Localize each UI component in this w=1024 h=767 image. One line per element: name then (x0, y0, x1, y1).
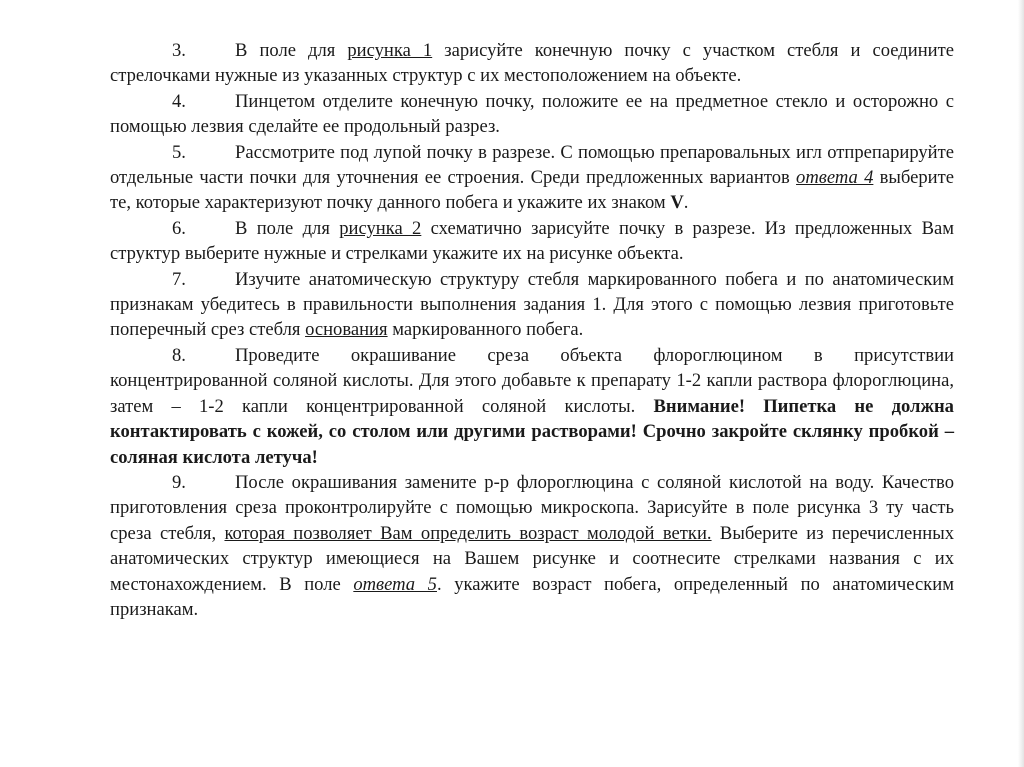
text: В поле для (235, 40, 348, 61)
warning-text: Внимание! Пипетка не должна контактировать с кожей, со столом или другими растворами! Срочно закройте склянку пробкой – соляная кислота летуча! (110, 395, 954, 468)
text: Рассмотрите под лупой почку в разрезе. С помощью препаровальных игл отпрепарируйте отдельные части почки для уточнения ее строения. Среди предложенных вариантов (110, 141, 954, 189)
base-emphasis: основания (305, 319, 388, 341)
paragraph-8 (110, 343, 954, 470)
text: Выберите из перечисленных анатомических структур имеющиеся на Вашем рисунке и соотнесите стрелками названия с их местонахождением. В поле (110, 522, 954, 595)
item-number: 5. (172, 141, 186, 163)
paragraph-4 (110, 89, 954, 140)
text: . (683, 192, 689, 214)
text: Проведите окрашивание среза объекта флороглюцином в присутствии концентрированной соляной кислоты. Для этого добавьте к препарату 1-2 капли раствора флороглюцина, затем – 1-2 капли концентрированной соляной кислоты. (110, 344, 954, 417)
text: схематично зарисуйте почку в разрезе. Из предложенных Вам структур выберите нужные и стрелками укажите их на рисунке объекта. (110, 217, 954, 265)
figure-ref-2: рисунка 2 (339, 217, 422, 239)
item-number: 7. (172, 268, 186, 290)
age-emphasis: которая позволяет Вам определить возраст молодой ветки. (224, 522, 712, 544)
text: маркированного побега. (387, 319, 584, 341)
page-edge-shadow (1018, 0, 1024, 767)
document-body (110, 38, 954, 622)
paragraph-9 (110, 470, 954, 622)
paragraph-3 (110, 38, 954, 89)
paragraph-5 (110, 140, 954, 216)
answer-ref-4: ответа 4 (796, 167, 874, 189)
text: После окрашивания замените р-р флороглюцина с соляной кислотой на воду. Качество приготовления среза проконтролируйте с помощью микроскопа. Зарисуйте в поле рисунка 3 ту часть среза стебля, (110, 471, 954, 544)
text: В поле для (235, 217, 340, 239)
item-number: 6. (172, 217, 186, 239)
item-number: 4. (172, 90, 186, 112)
item-number: 9. (172, 471, 186, 493)
paragraph-7 (110, 267, 954, 343)
text: . укажите возраст побега, определенный по анатомическим признакам. (110, 573, 954, 620)
figure-ref-1: рисунка 1 (347, 40, 433, 61)
item-number: 3. (172, 40, 186, 61)
item-number: 8. (172, 344, 186, 366)
check-mark-symbol: V (670, 192, 684, 214)
paragraph-6 (110, 216, 954, 267)
text: зарисуйте конечную почку с участком стебля и соедините стрелочками нужные из указанных структур с их местоположением на объекте. (110, 40, 954, 87)
answer-ref-5: ответа 5 (353, 573, 437, 595)
text: выберите те, которые характеризуют почку данного побега и укажите их знаком (110, 167, 955, 214)
text: Пинцетом отделите конечную почку, положите ее на предметное стекло и осторожно с помощью лезвия сделайте ее продольный разрез. (110, 90, 954, 138)
text: Изучите анатомическую структуру стебля маркированного побега и по анатомическим признакам убедитесь в правильности выполнения задания 1. Для этого с помощью лезвия приготовьте поперечный срез стебля (110, 268, 954, 341)
